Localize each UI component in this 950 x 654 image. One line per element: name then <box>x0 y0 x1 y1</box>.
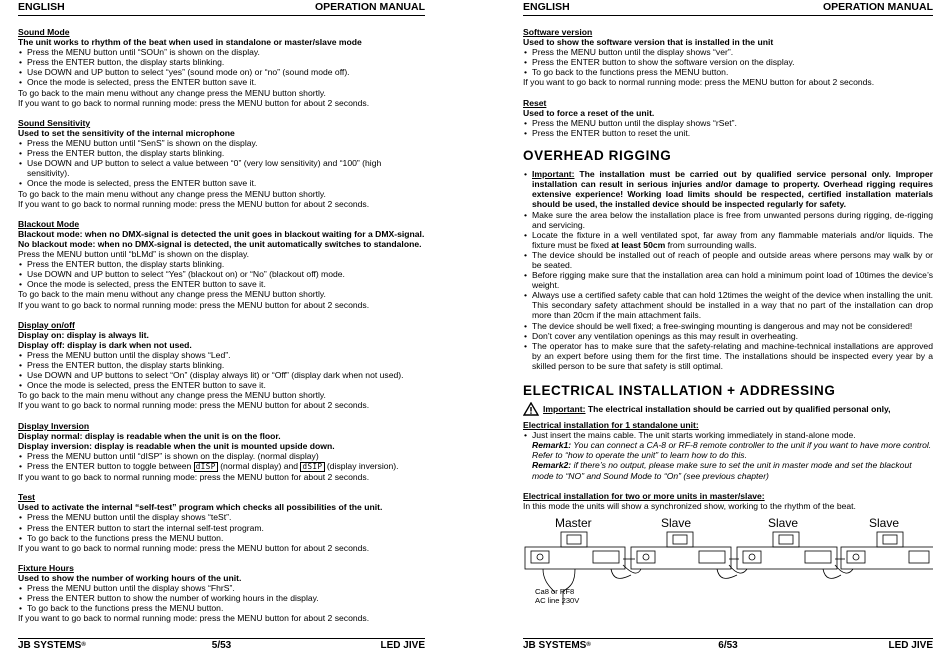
list-item: • Press the MENU button until the display shows “FhrS”. <box>18 583 425 593</box>
section-intro: Used to force a reset of the unit. <box>523 107 655 118</box>
list-item: • Press the ENTER button, the display starts blinking. <box>18 148 425 158</box>
toggle-text: (normal display) and <box>220 461 299 472</box>
list-item: • Press the ENTER button, the display starts blinking. <box>18 360 425 370</box>
section-heading: Sound Sensitivity <box>18 117 91 128</box>
list-item: • Press the MENU button until “dISP” is shown on the display. (normal display) <box>18 451 425 461</box>
list-item: • Press the ENTER button to show the software version on the display. <box>523 57 933 67</box>
list-item: • Press the ENTER button to start the internal self-test program. <box>18 523 425 533</box>
right-content <box>523 27 933 617</box>
header-rule <box>18 15 425 16</box>
fixture-icon <box>525 532 635 569</box>
section-note: To go back to the main menu without any change press the MENU button shortly. <box>18 188 326 199</box>
list-item: • Press the ENTER button to show the number of working hours in the display. <box>18 593 425 603</box>
section-note: To go back to the main menu without any change press the MENU button shortly. <box>18 87 326 98</box>
section-note: If you want to go back to normal running mode: press the MENU button for about 2 seconds. <box>18 613 370 624</box>
master-slave-text: In this mode the units will show a synchronized show, working to the rhythm of the beat. <box>523 500 856 511</box>
list-item: • Make sure the area below the installation place is free from unwanted persons during rigging, de-rigging and servicing. <box>523 210 933 230</box>
list-item: • Press the MENU button until the display shows “teSt”. <box>18 512 425 522</box>
section-note: If you want to go back to normal running mode: press the MENU button for about 2 seconds. <box>18 97 370 108</box>
list-item: • To go back to the functions press the MENU button. <box>18 603 425 613</box>
master-slave-heading: Electrical installation for two or more units in master/slave: <box>523 490 765 501</box>
section-intro: Blackout mode: when no DMX-signal is detected the unit goes in blackout waiting for a DMX-signal. <box>18 228 425 239</box>
footer-rule <box>18 638 425 639</box>
fixture-icon <box>737 532 845 569</box>
section-heading: Test <box>18 492 36 503</box>
section-heading: Display Inversion <box>18 420 90 431</box>
section-intro: Used to set the sensitivity of the internal microphone <box>18 127 235 138</box>
list-item: • Once the mode is selected, press the ENTER button to save it. <box>18 279 425 289</box>
list-item: • Always use a certified safety cable that can hold 12times the weight of the device when installing the unit. This secondary safety attachment should be installed in a way that no part of the installation can drop more than 20cm if the main attachment fails. <box>523 290 933 320</box>
left-content <box>18 27 425 634</box>
list-item: • Press the MENU button until the display shows “rSet”. <box>523 118 933 128</box>
section-blackout-mode <box>18 219 425 310</box>
electrical-title: ELECTRICAL INSTALLATION + ADDRESSING <box>523 383 836 398</box>
section-note: If you want to go back to normal running mode: press the MENU button for about 2 seconds. <box>18 299 370 310</box>
list-item: • Use DOWN and UP button to select “yes” (sound mode on) or “no” (sound mode off). <box>18 67 425 77</box>
list-item: • The device should be installed out of reach of people and outside areas where persons may walk by or be seated. <box>523 250 933 270</box>
section-pre: Press the MENU button until “bLMd” is shown on the display. <box>18 249 250 260</box>
section-note: To go back to the main menu without any change press the MENU button shortly. <box>18 289 326 300</box>
fixture-icon <box>631 532 739 569</box>
section-sound-mode <box>18 27 425 108</box>
section-note: If you want to go back to normal running mode: press the MENU button for about 2 seconds. <box>18 400 370 411</box>
section-fixture-hours <box>18 563 425 624</box>
page-number: 5/53 <box>211 640 232 651</box>
footer-model: LED JIVE <box>380 640 425 651</box>
section-note: To go back to the main menu without any change press the MENU button shortly. <box>18 390 326 401</box>
section-intro: Display inversion: display is readable when the unit is mounted upside down. <box>18 440 335 451</box>
section-intro: Display normal: display is readable when the unit is on the floor. <box>18 430 281 441</box>
list-item: • To go back to the functions press the MENU button. <box>523 67 933 77</box>
section-intro: The unit works to rhythm of the beat when used in standalone or master/slave mode <box>18 37 362 48</box>
list-item: • Don’t cover any ventilation openings as this may result in overheating. <box>523 331 933 341</box>
standalone-heading: Electrical installation for 1 standalone unit: <box>523 420 699 431</box>
diagram-note-power: AC line 230V <box>535 595 580 605</box>
fixture-icon <box>841 532 933 569</box>
header-title: OPERATION MANUAL <box>314 1 425 13</box>
section-software-version <box>523 27 933 88</box>
list-item: • Press the ENTER button, the display starts blinking. <box>18 57 425 67</box>
header-language: ENGLISH <box>18 1 65 13</box>
rigging-important: • Important: The installation must be carried out by qualified service personal only. Improper installation can result in serious injuries and/or damage to property. Overhead rigging requires extensive experience! Working load limits should be respected, certified installation materials should be used, the installed device should be inspected regularly for safety. <box>523 169 933 209</box>
section-intro: Display on: display is always lit. <box>18 329 149 340</box>
rigging-section <box>523 169 933 371</box>
section-sound-sensitivity <box>18 118 425 209</box>
list-item: • Use DOWN and UP buttons to select “On” (display always lit) or “Off” (display dark when not used). <box>18 370 425 380</box>
footer-rule <box>523 638 933 639</box>
list-item: • Once the mode is selected, press the ENTER button save it. <box>18 77 425 87</box>
list-item: • The device should be well fixed; a free-swinging mounting is dangerous and may not be considered! <box>523 321 933 331</box>
list-item: • Press the ENTER button, the display starts blinking. <box>18 259 425 269</box>
remark-2: Remark2: if there’s no output, please make sure to set the unit in master mode and set the blackout mode to “NO” and Sound Mode to “On” (see previous chapter) <box>532 460 912 481</box>
section-heading: Fixture Hours <box>18 562 74 573</box>
list-item: • Just insert the mains cable. The unit starts working immediately in stand-alone mode. <box>523 430 933 440</box>
page-right <box>523 0 933 654</box>
section-heading: Software version <box>523 27 593 37</box>
section-heading: Sound Mode <box>18 27 70 37</box>
section-intro: Used to show the software version that is installed in the unit <box>523 37 774 48</box>
section-note: If you want to go back to normal running mode: press the MENU button for about 2 seconds. <box>18 198 370 209</box>
page-footer <box>18 641 425 654</box>
electrical-important: Important: The electrical installation should be carried out by qualified personal only, <box>523 404 933 414</box>
header-title: OPERATION MANUAL <box>822 1 933 13</box>
diagram-label-slave: Slave <box>661 515 692 530</box>
list-item: • Press the ENTER button to reset the unit. <box>523 128 933 138</box>
lcd-normal-display: dISP <box>195 462 216 472</box>
toggle-text: (display inversion). <box>326 461 399 472</box>
list-item: • Press the MENU button until “SenS” is shown on the display. <box>18 138 425 148</box>
section-intro: Display off: display is dark when not used. <box>18 339 192 350</box>
list-item: • Once the mode is selected, press the ENTER button save it. <box>18 178 425 188</box>
section-reset <box>523 98 933 138</box>
section-heading: Display on/off <box>18 319 75 330</box>
section-heading: Reset <box>523 97 547 108</box>
page-left <box>18 0 425 654</box>
list-item: • The operator has to make sure that the safety-relating and machine-technical installations are approved by an expert before using them for the first time. The installations should be inspected every year by a skilled person to be sure that safety is still optimal. <box>523 341 933 371</box>
diagram-label-master: Master <box>555 515 592 530</box>
list-item: • Use DOWN and UP button to select “Yes” (blackout on) or “No” (blackout off) mode. <box>18 269 425 279</box>
section-display-inversion <box>18 421 425 482</box>
list-item: • Press the MENU button until “SOUn” is shown on the display. <box>18 47 425 57</box>
list-item: • Press the MENU button until the display shows “Led”. <box>18 350 425 360</box>
section-test <box>18 492 425 553</box>
header-language: ENGLISH <box>523 1 570 13</box>
diagram-label-slave: Slave <box>869 515 900 530</box>
toggle-text: Press the ENTER button to toggle between <box>27 461 192 472</box>
list-item: • Once the mode is selected, press the ENTER button to save it. <box>18 380 425 390</box>
list-item: • Before rigging make sure that the installation area can hold a minimum point load of 10times the device’s weight. <box>523 270 933 290</box>
footer-brand: JB SYSTEMS® <box>523 640 591 651</box>
section-note: If you want to go back to normal running mode: press the MENU button for about 2 seconds. <box>523 77 875 88</box>
master-slave-diagram <box>523 517 933 617</box>
footer-model: LED JIVE <box>888 640 933 651</box>
warning-icon <box>523 402 539 416</box>
footer-brand: JB SYSTEMS® <box>18 640 86 651</box>
section-note: If you want to go back to normal running mode: press the MENU button for about 2 seconds. <box>18 542 370 553</box>
list-item-toggle <box>18 461 425 472</box>
section-heading: Blackout Mode <box>18 218 80 229</box>
section-intro: Used to show the number of working hours of the unit. <box>18 572 242 583</box>
page-header <box>523 2 933 16</box>
page-footer <box>523 641 933 654</box>
page-number: 6/53 <box>718 640 738 651</box>
diagram-label-slave: Slave <box>768 515 799 530</box>
diagram-note-controller: Ca8 or RF8 <box>535 586 575 596</box>
list-item: • Locate the fixture in a well ventilated spot, far away from any flammable materials and/or liquids. The fixture must be fixed at least 50cm from surrounding walls. <box>523 230 933 250</box>
diagram-drawing <box>523 517 933 617</box>
remark-1: Remark1: You can connect a CA-8 or RF-8 remote controller to the unit if you want to have more control. Refer to “how to operate the unit” to learn how to do this. <box>532 440 932 461</box>
list-item: • Use DOWN and UP button to select a value between “0” (very low sensitivity) and “100” (high sensitivity). <box>18 158 425 178</box>
header-rule <box>523 15 933 16</box>
section-intro: Used to activate the internal “self-test” program which checks all possibilities of the unit. <box>18 502 383 513</box>
page-header <box>18 2 425 16</box>
section-note: If you want to go back to normal running mode: press the MENU button for about 2 seconds. <box>18 472 370 483</box>
section-display-onoff <box>18 320 425 411</box>
lcd-inverted-display: dSIP <box>302 462 323 472</box>
section-intro: No blackout mode: when no DMX-signal is detected, the unit automatically switches to standalone. <box>18 238 422 249</box>
rigging-title: OVERHEAD RIGGING <box>523 148 672 164</box>
list-item: • Press the MENU button until the display shows “ver”. <box>523 47 933 57</box>
list-item: • To go back to the functions press the MENU button. <box>18 533 425 543</box>
